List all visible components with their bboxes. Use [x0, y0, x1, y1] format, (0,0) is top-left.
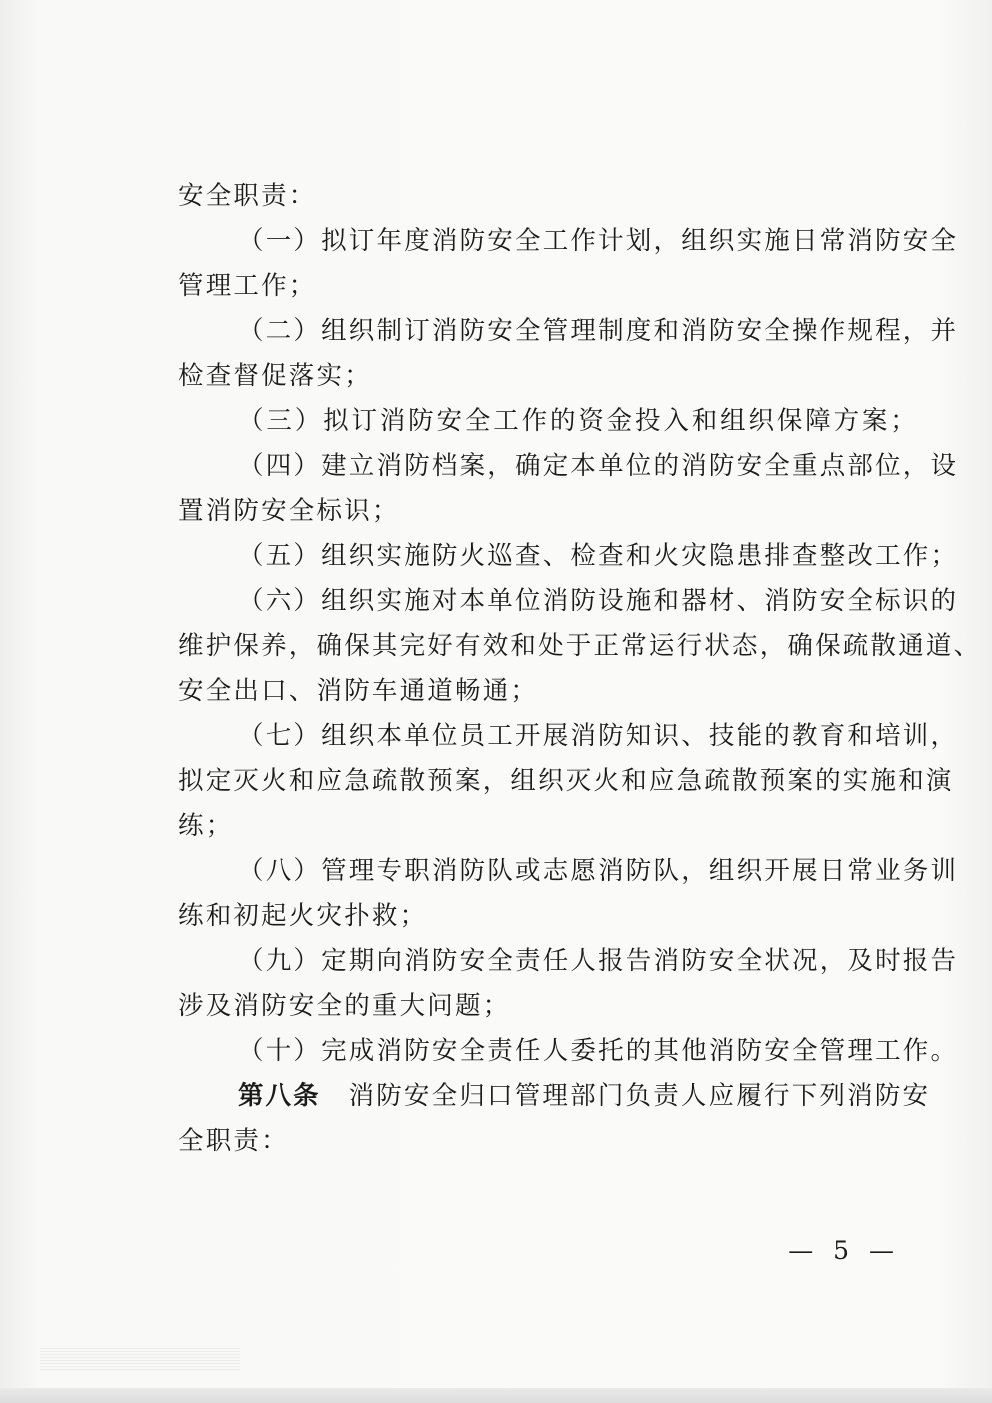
article-text: 消防安全归口管理部门负责人应履行下列消防安: [348, 1081, 931, 1111]
text-line: （七）组织本单位员工开展消防知识、技能的教育和培训，: [238, 721, 959, 751]
text-line: 维护保养，确保其完好有效和处于正常运行状态，确保疏散通道、: [178, 631, 982, 661]
text-line: 涉及消防安全的重大问题；: [178, 991, 511, 1021]
text-line: （十）完成消防安全责任人委托的其他消防安全管理工作。: [238, 1036, 959, 1066]
text-line: （九）定期向消防安全责任人报告消防安全状况，及时报告: [238, 946, 959, 976]
text-line: （四）建立消防档案，确定本单位的消防安全重点部位，设: [238, 451, 959, 481]
page-number: — 5 —: [788, 1236, 900, 1265]
article-line: [178, 1074, 931, 1119]
text-line: 拟定灭火和应急疏散预案，组织灭火和应急疏散预案的实施和演: [178, 766, 954, 796]
text-line: （三）拟订消防安全工作的资金投入和组织保障方案；: [238, 406, 918, 436]
document-body: [178, 174, 982, 1164]
text-line: （五）组织实施防火巡查、检查和火灾隐患排查整改工作；: [238, 541, 959, 571]
text-line: 练和初起火灾扑救；: [178, 901, 428, 931]
text-line: 置消防安全标识；: [178, 496, 400, 526]
scan-edge: [0, 1388, 992, 1403]
text-line: 全职责：: [178, 1126, 289, 1156]
text-line: 练；: [178, 811, 234, 841]
text-line: （八）管理专职消防队或志愿消防队，组织开展日常业务训: [238, 856, 959, 886]
text-line: 安全职责：: [178, 181, 317, 211]
text-line: （二）组织制订消防安全管理制度和消防安全操作规程，并: [238, 316, 959, 346]
text-line: （一）拟订年度消防安全工作计划，组织实施日常消防安全: [238, 226, 959, 256]
text-line: （六）组织实施对本单位消防设施和器材、消防安全标识的: [238, 586, 959, 616]
article-heading: 第八条: [238, 1081, 321, 1111]
scan-artifact: [40, 1348, 240, 1370]
text-line: 管理工作；: [178, 271, 317, 301]
text-line: 检查督促落实；: [178, 361, 372, 391]
text-line: 安全出口、消防车通道畅通；: [178, 676, 539, 706]
